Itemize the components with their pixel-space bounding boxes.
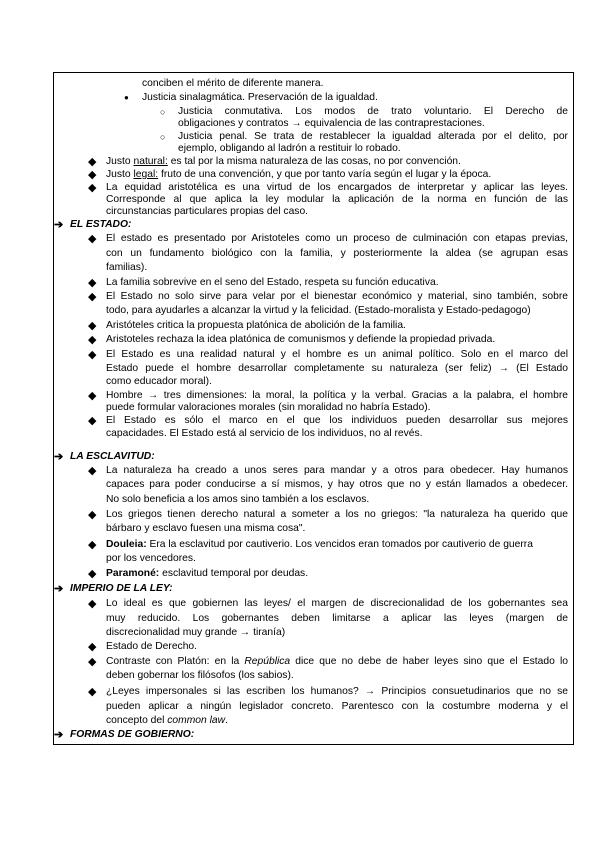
arrow-icon: ➔: [54, 451, 64, 463]
text-line: El Estado es sólo el marco en el que los individuos pueden desarrollar sus mejores: [106, 415, 568, 426]
text-line: Justo legal: fruto de una convención, y que por tanto varía según el lugar y la época.: [106, 169, 492, 180]
bullet-circle-icon: ○: [160, 132, 166, 142]
text-line: con un fundamento biológico con la familia, y posteriormente la aldea (se agrupan esas: [106, 248, 568, 259]
text-line: Corresponde al que aplica la ley modular la aplicación de la norma en función de las: [106, 194, 568, 205]
diamond-bullet-icon: ◆: [88, 349, 97, 361]
text-line: ¿Leyes impersonales si las escriben los humanos? → Principios consuetudinarios que no se: [106, 686, 568, 697]
text-line: Hombre → tres dimensiones: la moral, la política y la verbal. Gracias a la palabra, el hombre: [106, 390, 568, 401]
diamond-bullet-icon: ◆: [88, 656, 97, 668]
text-line: Aristoteles rechaza la idea platónica de comunismos y defiende la propiedad privada.: [106, 334, 496, 345]
text-line: discrecionalidad muy grande → tiranía): [106, 627, 286, 638]
text-line: Douleia: Era la esclavitud por cautiverio. Los vencidos eran tomados por cautiverio de guerra: [106, 539, 533, 550]
text-line: No solo beneficia a los amos sino también a los esclavos.: [106, 494, 370, 505]
diamond-bullet-icon: ◆: [88, 169, 97, 181]
diamond-bullet-icon: ◆: [88, 686, 97, 698]
text-line: como educador moral).: [106, 376, 212, 387]
diamond-bullet-icon: ◆: [88, 539, 97, 551]
bullet-dot-icon: ●: [124, 93, 129, 102]
text-line: circunstancias particulares propias del caso.: [106, 206, 309, 217]
text-line: Estado de Derecho.: [106, 641, 198, 652]
text-line: La familia sobrevive en el seno del Estado, respeta su función educativa.: [106, 277, 439, 288]
text-line: Justo natural: es tal por la misma naturaleza de las cosas, no por convención.: [106, 156, 461, 167]
arrow-icon: ➔: [54, 583, 64, 595]
text-line: La equidad aristotélica es una virtud de los encargados de interpretar y aplicar las leyes.: [106, 182, 568, 193]
text-line: Estado puede el hombre desarrollar completamente su naturaleza (ser feliz) → (El Estado: [106, 363, 568, 374]
section-heading: IMPERIO DE LA LEY:: [70, 583, 173, 594]
diamond-bullet-icon: ◆: [88, 390, 97, 402]
text-line: capacidades. El Estado está al servicio de los individuos, no al revés.: [106, 428, 423, 439]
text-line: ejemplo, obligando al ladrón a restituir lo robado.: [178, 143, 401, 154]
diamond-bullet-icon: ◆: [88, 465, 97, 477]
text-line: todo, para ayudarles a alcanzar la virtud y la felicidad. (Estado-moralista y Estado-pedagogo): [106, 305, 531, 316]
text-line: Lo ideal es que gobiernen las leyes/ el margen de discrecionalidad de los gobernantes sea: [106, 598, 568, 609]
text-line: obligaciones y contratos → equivalencia de las contraprestaciones.: [178, 118, 485, 129]
text-line: Justicia penal. Se trata de restablecer la igualdad alterada por el delito, por: [178, 131, 568, 142]
text-line: capaces para poder conducirse a sí mismos, y hay otros que no y están llamados a obedecer.: [106, 479, 568, 490]
text-line: Aristóteles critica la propuesta platónica de abolición de la familia.: [106, 320, 406, 331]
text-line: muy reducido. Los gobernantes deben limitarse a aplicar las leyes (margen de: [106, 613, 568, 624]
diamond-bullet-icon: ◆: [88, 641, 97, 653]
text-line: concepto del common law.: [106, 715, 228, 726]
diamond-bullet-icon: ◆: [88, 509, 97, 521]
text-line: pueden aplicar a ningún legislador concreto. Parentesco con la costumbre moderna y el: [106, 701, 568, 712]
diamond-bullet-icon: ◆: [88, 334, 97, 346]
diamond-bullet-icon: ◆: [88, 156, 97, 168]
diamond-bullet-icon: ◆: [88, 182, 97, 194]
section-heading: FORMAS DE GOBIERNO:: [70, 729, 195, 740]
text-line: bárbaro y esclavo fuesen una misma cosa".: [106, 523, 306, 534]
diamond-bullet-icon: ◆: [88, 277, 97, 289]
diamond-bullet-icon: ◆: [88, 291, 97, 303]
diamond-bullet-icon: ◆: [88, 320, 97, 332]
text-line: El estado es presentado por Aristoteles como un proceso de culminación con etapas previas,: [106, 233, 568, 244]
text-line: deben gobernar los filósofos (los sabios).: [106, 670, 294, 681]
text-line: puede formular valoraciones morales (sin moralidad no habría Estado).: [106, 402, 431, 413]
text-line: El Estado no solo sirve para velar por el bienestar económico y material, sino también, sobre: [106, 291, 568, 302]
text-line: El Estado es una realidad natural y el hombre es un animal político. Solo en el marco del: [106, 349, 568, 360]
diamond-bullet-icon: ◆: [88, 233, 97, 245]
text-line: Justicia conmutativa. Los modos de trato voluntario. El Derecho de: [178, 106, 568, 117]
text-line: La naturaleza ha creado a unos seres para mandar y a otros para obedecer. Hay humanos: [106, 465, 568, 476]
text-line: Contraste con Platón: en la República dice que no debe de haber leyes sino que el Estado lo: [106, 656, 568, 667]
text-line: Los griegos tienen derecho natural a someter a los no griegos: "la naturaleza ha querido que: [106, 509, 568, 520]
text-line: Paramoné: esclavitud temporal por deudas.: [106, 568, 309, 579]
section-heading: EL ESTADO:: [70, 219, 132, 230]
text-line: Justicia sinalagmática. Preservación de la igualdad.: [142, 92, 378, 103]
diamond-bullet-icon: ◆: [88, 598, 97, 610]
text-line: conciben el mérito de diferente manera.: [142, 78, 324, 89]
arrow-icon: ➔: [54, 729, 64, 741]
text-line: familias).: [106, 262, 148, 273]
diamond-bullet-icon: ◆: [88, 415, 97, 427]
bullet-circle-icon: ○: [160, 107, 166, 117]
diamond-bullet-icon: ◆: [88, 568, 97, 580]
arrow-icon: ➔: [54, 219, 64, 231]
section-heading: LA ESCLAVITUD:: [70, 451, 155, 462]
text-line: por los vencedores.: [106, 553, 196, 564]
